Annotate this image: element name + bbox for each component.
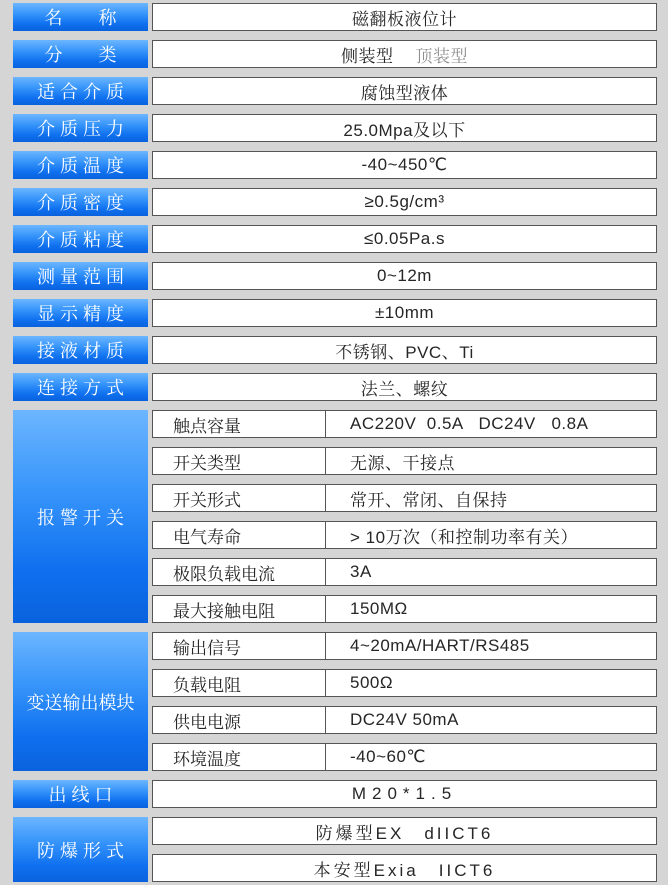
transmitter-module-section xyxy=(13,632,657,771)
row-value xyxy=(152,40,657,68)
sub-row xyxy=(152,669,657,697)
sub-row xyxy=(152,484,657,512)
category-secondary: 顶装型 xyxy=(415,46,468,66)
explosion-proof-section xyxy=(13,817,657,882)
alarm-switch-rows xyxy=(152,410,657,623)
row-label: 出 线 口 xyxy=(13,780,148,808)
spec-row-wetted-material xyxy=(13,336,657,364)
row-value: 25.0Mpa及以下 xyxy=(152,114,657,142)
row-value: ≤0.05Pa.s xyxy=(152,225,657,253)
row-label: 介 质 温 度 xyxy=(13,151,148,179)
row-label: 介 质 压 力 xyxy=(13,114,148,142)
sub-row xyxy=(152,706,657,734)
section-label: 变送输出模块 xyxy=(13,632,148,771)
sub-row xyxy=(152,817,657,845)
row-value: 磁翻板液位计 xyxy=(152,3,657,31)
spec-row-outlet xyxy=(13,780,657,808)
row-label: 适 合 介 质 xyxy=(13,77,148,105)
sub-name: 输出信号 xyxy=(153,633,326,659)
row-value: ±10mm xyxy=(152,299,657,327)
alarm-switch-section xyxy=(13,410,657,623)
row-label: 测 量 范 围 xyxy=(13,262,148,290)
row-label: 介 质 密 度 xyxy=(13,188,148,216)
sub-value: > 10万次（和控制功率有关） xyxy=(350,527,579,547)
row-value: 0~12m xyxy=(152,262,657,290)
sub-value: 本安型Exia IICT6 xyxy=(313,860,496,880)
row-label: 接 液 材 质 xyxy=(13,336,148,364)
category-primary: 侧装型 xyxy=(341,46,394,66)
spec-row-temperature xyxy=(13,151,657,179)
sub-name: 电气寿命 xyxy=(153,522,326,548)
explosion-proof-rows xyxy=(152,817,657,882)
row-value: 法兰、螺纹 xyxy=(152,373,657,401)
section-label: 报 警 开 关 xyxy=(13,410,148,623)
row-value: 腐蚀型液体 xyxy=(152,77,657,105)
section-label: 防 爆 形 式 xyxy=(13,817,148,882)
sub-row xyxy=(152,595,657,623)
sub-row xyxy=(152,558,657,586)
spec-row-range xyxy=(13,262,657,290)
spec-row-accuracy xyxy=(13,299,657,327)
row-label: 分 类 xyxy=(13,40,148,68)
sub-row xyxy=(152,410,657,438)
sub-value: 常开、常闭、自保持 xyxy=(350,490,508,510)
row-value: M20*1.5 xyxy=(152,780,657,808)
sub-row xyxy=(152,447,657,475)
transmitter-module-rows xyxy=(152,632,657,771)
sub-row xyxy=(152,632,657,660)
spec-row-connection xyxy=(13,373,657,401)
sub-name: 开关形式 xyxy=(153,485,326,511)
row-value: -40~450℃ xyxy=(152,151,657,179)
sub-name: 最大接触电阻 xyxy=(153,596,326,622)
sub-name: 极限负载电流 xyxy=(153,559,326,585)
sub-name: 触点容量 xyxy=(153,411,326,437)
spec-row-category xyxy=(13,40,657,68)
spec-row-medium xyxy=(13,77,657,105)
sub-value: 500Ω xyxy=(350,673,394,692)
row-value: 不锈钢、PVC、Ti xyxy=(152,336,657,364)
spec-row-pressure xyxy=(13,114,657,142)
sub-value: AC220V 0.5A DC24V 0.8A xyxy=(350,414,589,433)
sub-name: 开关类型 xyxy=(153,448,326,474)
sub-value: 4~20mA/HART/RS485 xyxy=(350,636,530,655)
sub-value: -40~60℃ xyxy=(350,747,426,766)
row-label: 名 称 xyxy=(13,3,148,31)
sub-value: 150MΩ xyxy=(350,599,408,618)
spec-row-name xyxy=(13,3,657,31)
row-value: ≥0.5g/cm³ xyxy=(152,188,657,216)
sub-value: DC24V 50mA xyxy=(350,710,459,729)
row-label: 连 接 方 式 xyxy=(13,373,148,401)
sub-value: 防爆型EX dIICT6 xyxy=(315,823,494,843)
sub-row xyxy=(152,743,657,771)
sub-name: 负载电阻 xyxy=(153,670,326,696)
row-label: 介 质 粘 度 xyxy=(13,225,148,253)
sub-name: 环境温度 xyxy=(153,744,326,770)
sub-name: 供电电源 xyxy=(153,707,326,733)
spec-row-viscosity xyxy=(13,225,657,253)
sub-row xyxy=(152,854,657,882)
sub-value: 3A xyxy=(350,562,372,581)
row-label: 显 示 精 度 xyxy=(13,299,148,327)
sub-row xyxy=(152,521,657,549)
sub-value: 无源、干接点 xyxy=(350,453,455,473)
spec-row-density xyxy=(13,188,657,216)
